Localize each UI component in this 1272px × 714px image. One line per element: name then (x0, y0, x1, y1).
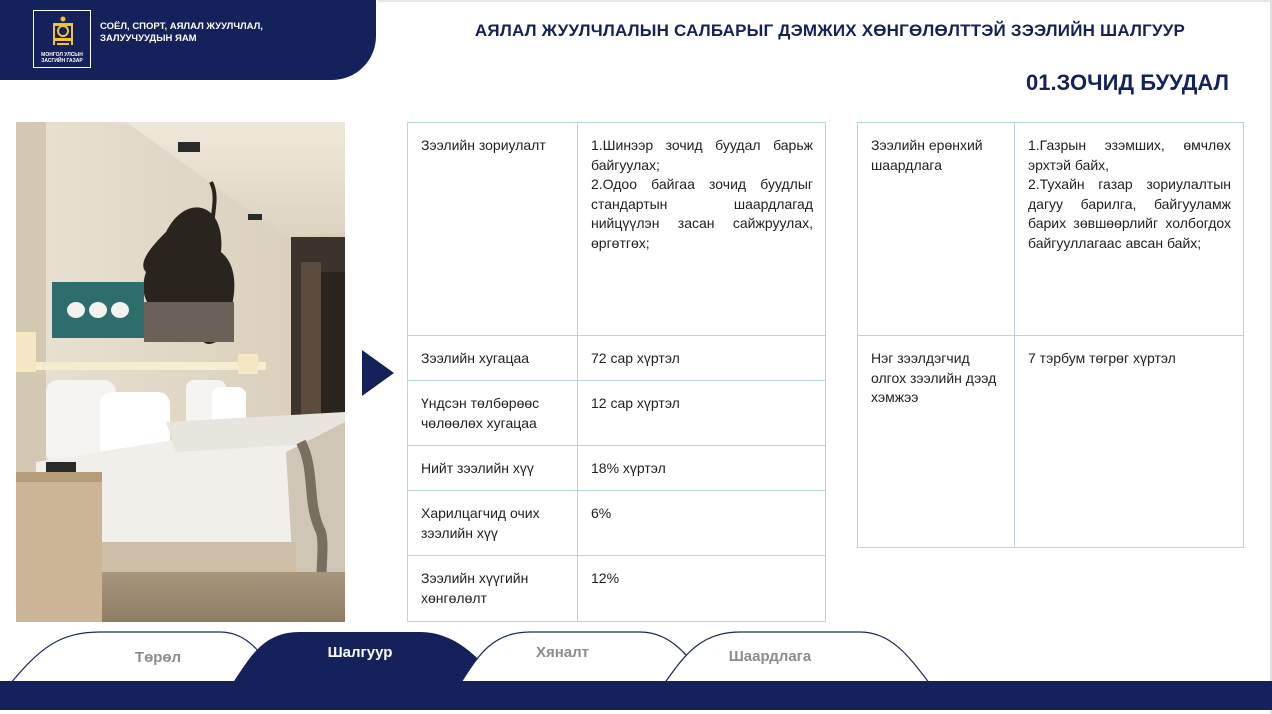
loan-terms-table (407, 122, 826, 622)
table-row (408, 381, 826, 446)
value-line: 1.Шинээр зочид буудал барьж байгуулах; (591, 137, 813, 173)
table-cell-label: Зээлийн хүүгийн хөнгөлөлт (408, 556, 578, 622)
table-cell-value (578, 123, 826, 336)
table-cell-value: 6% (578, 491, 826, 556)
table-row (408, 556, 826, 622)
table-cell-value: 12 сар хүртэл (578, 381, 826, 446)
table-cell-value: 12% (578, 556, 826, 622)
section-title: 01.ЗОЧИД БУУДАЛ (1025, 70, 1229, 95)
value-line: 2.Одоо байгаа зочид буудлыг стандартын шаардлагад нийцүүлэн засан сайжруулах, өргөтгөх; (591, 176, 813, 251)
tab-torol[interactable]: Төрөл (134, 649, 182, 666)
footer-bar (0, 681, 1272, 710)
table-row (408, 336, 826, 381)
table-cell-label: Нийт зээлийн хүү (408, 446, 578, 491)
hotel-room-image (16, 122, 345, 622)
table-row (408, 123, 826, 336)
tab-shalguur[interactable]: Шалгуур (327, 644, 393, 661)
table-row (858, 123, 1244, 336)
table-cell-label: Харилцагчид очих зээлийн хүү (408, 491, 578, 556)
page-title: АЯЛАЛ ЖУУЛЧЛАЛЫН САЛБАРЫГ ДЭМЖИХ ХӨНГӨЛӨЛТТЭЙ ЗЭЭЛИЙН ШАЛГУУР (474, 21, 1186, 40)
table-cell-label: Зээлийн хугацаа (408, 336, 578, 381)
table-cell-value: 72 сар хүртэл (578, 336, 826, 381)
table-cell-value (1015, 123, 1244, 336)
table-cell-value: 18% хүртэл (578, 446, 826, 491)
table-cell-value: 7 тэрбум төгрөг хүртэл (1015, 336, 1244, 548)
table-cell-label: Зээлийн зориулалт (408, 123, 578, 336)
emblem-caption: МОНГОЛ УЛСЫН ЗАСГИЙН ГАЗАР (41, 52, 83, 64)
table-cell-label: Зээлийн ерөнхий шаардлага (858, 123, 1015, 336)
value-line: 1.Газрын эзэмших, өмчлөх эрхтэй байх, (1028, 137, 1231, 173)
tab-khyanalt[interactable]: Хяналт (535, 644, 590, 661)
table-cell-label: Нэг зээлдэгчид олгох зээлийн дээд хэмжээ (858, 336, 1015, 548)
header-divider (378, 0, 1272, 2)
ministry-header-badge (0, 0, 376, 80)
table-row (408, 446, 826, 491)
value-line: 2.Тухайн газар зориулалтын дагуу барилга, байгууламж барих зөвшөөрлийг холбогдох байгууллагаас авсан байх; (1028, 176, 1231, 251)
ministry-name: СОЁЛ, СПОРТ, АЯЛАЛ ЖУУЛЧЛАЛ, ЗАЛУУЧУУДЫН ЯАМ (100, 21, 263, 44)
triangle-right-icon (362, 350, 394, 396)
government-emblem (33, 10, 91, 68)
table-row (408, 491, 826, 556)
table-row (858, 336, 1244, 548)
loan-requirements-table (857, 122, 1244, 548)
table-cell-label: Үндсэн төлбөрөөс чөлөөлөх хугацаа (408, 381, 578, 446)
soyombo-emblem-icon (51, 15, 75, 49)
tab-shaardlaga[interactable]: Шаардлага (728, 648, 812, 665)
